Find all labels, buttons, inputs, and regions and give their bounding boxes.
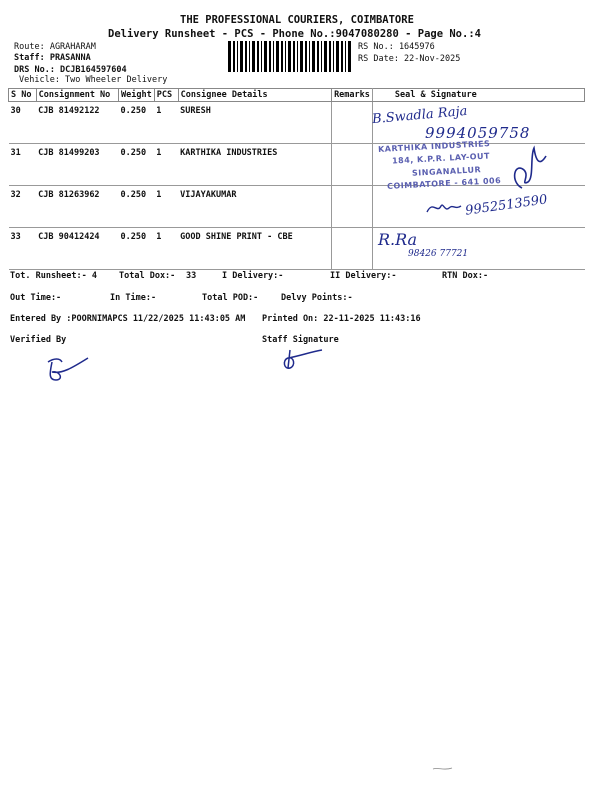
in-time: In Time:- <box>110 293 157 303</box>
barcode-bar <box>324 41 327 72</box>
table-header-row <box>9 89 585 102</box>
col-header-consignee: Consignee Details <box>178 89 331 102</box>
verifier-signature <box>42 352 92 388</box>
cell-sno: 31 <box>9 144 37 186</box>
tot-runsheet: Tot. Runsheet:- 4 <box>10 271 97 281</box>
cell-sno: 30 <box>9 102 37 144</box>
barcode-bar <box>240 41 243 72</box>
barcode-bar <box>264 41 267 72</box>
col-header-pcs: PCS <box>154 89 178 102</box>
stamp-line-3: SINGANALLUR <box>411 165 482 178</box>
col-header-remarks: Remarks <box>332 89 373 102</box>
i-delivery: I Delivery:- <box>222 271 284 281</box>
signature-row32 <box>425 196 465 218</box>
staff-signature-label: Staff Signature <box>262 335 339 345</box>
rs-number: RS No.: 1645976 <box>358 42 435 52</box>
handwritten-phone-row33: 98426 77721 <box>408 249 469 259</box>
barcode-bar <box>269 41 271 72</box>
verified-by-label: Verified By <box>10 335 67 345</box>
rs-date: RS Date: 22-Nov-2025 <box>358 54 461 64</box>
barcode-bar <box>336 41 339 72</box>
cell-consignment: CJB 81492122 <box>36 102 118 144</box>
barcode-bar <box>237 41 238 72</box>
cell-pcs: 1 <box>154 228 178 270</box>
barcode-bar <box>276 41 279 72</box>
barcode-bar <box>233 41 235 72</box>
cell-weight: 0.250 <box>119 186 155 228</box>
staff-signature <box>280 346 326 374</box>
cell-consignee: SURESH <box>178 102 331 144</box>
cell-sno: 32 <box>9 186 37 228</box>
total-dox-label: Total Dox:- <box>119 271 176 281</box>
drs-number: DRS No.: DCJB164597604 <box>14 65 127 75</box>
cell-pcs: 1 <box>154 186 178 228</box>
stamp-line-1: KARTHIKA INDUSTRIES <box>377 139 491 154</box>
barcode-bar <box>252 41 255 72</box>
entered-by: Entered By :POORNIMAPCS 11/22/2025 11:43:05 AM <box>10 314 246 324</box>
cell-remarks <box>332 228 373 270</box>
cell-consignee: KARTHIKA INDUSTRIES <box>178 144 331 186</box>
handwritten-name-row30: B.Swadla Raja <box>371 103 468 128</box>
barcode-bar <box>281 41 283 72</box>
barcode-bar <box>317 41 319 72</box>
total-dox-value: 33 <box>186 271 197 281</box>
cell-consignment: CJB 81263962 <box>36 186 118 228</box>
company-title: THE PROFESSIONAL COURIERS, COIMBATORE <box>180 14 414 26</box>
barcode-bar <box>321 41 322 72</box>
runsheet-subtitle: Delivery Runsheet - PCS - Phone No.:9047080280 - Page No.:4 <box>108 28 481 40</box>
signature-row31 <box>500 142 550 192</box>
staff-label: Staff: PRASANNA <box>14 53 91 63</box>
cell-pcs: 1 <box>154 102 178 144</box>
route-label: Route: AGRAHARAM <box>14 42 96 52</box>
cell-remarks <box>332 144 373 186</box>
barcode-bar <box>312 41 315 72</box>
vehicle-label: Vehicle: Two Wheeler Delivery <box>19 75 168 85</box>
cell-remarks <box>332 186 373 228</box>
col-header-consignment: Consignment No <box>36 89 118 102</box>
barcode-bar <box>305 41 307 72</box>
barcode-bar <box>261 41 262 72</box>
barcode-bar <box>341 41 343 72</box>
cell-weight: 0.250 <box>119 228 155 270</box>
stamp-line-4: COIMBATORE - 641 006 <box>386 176 502 191</box>
cell-pcs: 1 <box>154 144 178 186</box>
stamp-line-2: 184, K.P.R. LAY-OUT <box>391 151 491 166</box>
handwritten-phone-row32: 9952513590 <box>464 192 549 219</box>
barcode-bar <box>293 41 295 72</box>
cell-weight: 0.250 <box>119 144 155 186</box>
rtn-dox: RTN Dox:- <box>442 271 489 281</box>
barcode-bar <box>345 41 346 72</box>
barcode-bar <box>257 41 259 72</box>
delvy-points: Delvy Points:- <box>281 293 353 303</box>
col-header-sno: S No <box>9 89 37 102</box>
barcode-bar <box>297 41 298 72</box>
barcode-bar <box>288 41 291 72</box>
cell-weight: 0.250 <box>119 102 155 144</box>
barcode-bar <box>285 41 286 72</box>
ii-delivery: II Delivery:- <box>330 271 397 281</box>
cell-consignment: CJB 81499203 <box>36 144 118 186</box>
col-header-seal-signature: Seal & Signature <box>372 89 584 102</box>
barcode-bar <box>273 41 274 72</box>
out-time: Out Time:- <box>10 293 62 303</box>
total-pod: Total POD:- <box>202 293 259 303</box>
col-header-weight: Weight <box>119 89 155 102</box>
barcode-bar <box>348 41 351 72</box>
barcode-bar <box>228 41 231 72</box>
barcode-bar <box>300 41 303 72</box>
barcode-bar <box>309 41 310 72</box>
barcode-bar <box>329 41 331 72</box>
printed-on: Printed On: 22-11-2025 11:43:16 <box>262 314 421 324</box>
cell-consignee: GOOD SHINE PRINT - CBE <box>178 228 331 270</box>
barcode <box>228 41 354 72</box>
handwritten-phone-row30: 9994059758 <box>425 124 531 142</box>
barcode-bar <box>249 41 250 72</box>
cell-sno: 33 <box>9 228 37 270</box>
cell-consignee: VIJAYAKUMAR <box>178 186 331 228</box>
barcode-bar <box>245 41 247 72</box>
handwritten-name-row33: R.Ra <box>378 230 418 249</box>
barcode-bar <box>333 41 334 72</box>
cell-consignment: CJB 90412424 <box>36 228 118 270</box>
table-row <box>9 228 585 270</box>
stray-mark <box>432 766 454 772</box>
cell-remarks <box>332 102 373 144</box>
